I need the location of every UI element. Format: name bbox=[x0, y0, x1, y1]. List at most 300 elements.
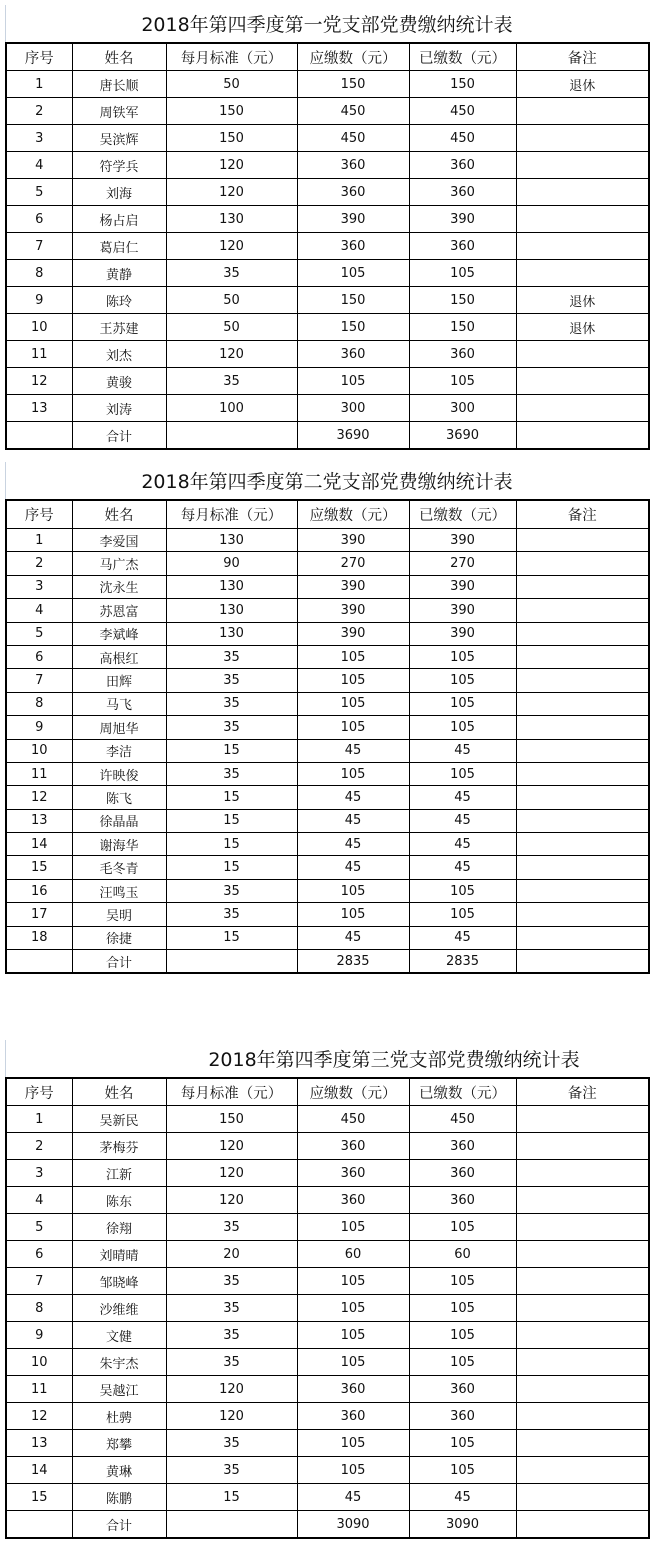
cell-seq[interactable]: 11 bbox=[6, 341, 72, 368]
cell-amount-due[interactable]: 360 bbox=[297, 1160, 409, 1187]
cell-name[interactable]: 沙维维 bbox=[72, 1295, 166, 1322]
cell-seq[interactable]: 5 bbox=[6, 1214, 72, 1241]
cell-name[interactable]: 陈飞 bbox=[72, 786, 166, 809]
cell-name[interactable]: 黄静 bbox=[72, 260, 166, 287]
cell-name[interactable]: 田辉 bbox=[72, 669, 166, 692]
cell-monthly-standard[interactable]: 15 bbox=[166, 856, 297, 879]
cell-amount-due[interactable]: 360 bbox=[297, 341, 409, 368]
cell-seq[interactable]: 4 bbox=[6, 152, 72, 179]
cell-seq[interactable]: 3 bbox=[6, 575, 72, 598]
cell-name[interactable]: 马飞 bbox=[72, 692, 166, 715]
cell-amount-due[interactable]: 390 bbox=[297, 529, 409, 552]
cell-monthly-standard[interactable]: 50 bbox=[166, 314, 297, 341]
cell-amount-due[interactable]: 105 bbox=[297, 1349, 409, 1376]
cell-amount-paid[interactable]: 390 bbox=[409, 575, 516, 598]
cell-amount-due[interactable]: 150 bbox=[297, 314, 409, 341]
cell-seq[interactable]: 10 bbox=[6, 1349, 72, 1376]
cell-seq[interactable]: 14 bbox=[6, 833, 72, 856]
cell-remark[interactable] bbox=[516, 1160, 649, 1187]
cell-remark[interactable] bbox=[516, 716, 649, 739]
cell-name[interactable]: 合计 bbox=[72, 950, 166, 974]
cell-remark[interactable] bbox=[516, 762, 649, 785]
cell-monthly-standard[interactable]: 35 bbox=[166, 1214, 297, 1241]
cell-remark[interactable]: 备注 bbox=[516, 1078, 649, 1106]
cell-name[interactable]: 姓名 bbox=[72, 43, 166, 71]
cell-amount-due[interactable]: 105 bbox=[297, 879, 409, 902]
cell-name[interactable]: 吴滨辉 bbox=[72, 125, 166, 152]
cell-amount-paid[interactable]: 60 bbox=[409, 1241, 516, 1268]
cell-name[interactable]: 刘海 bbox=[72, 179, 166, 206]
cell-monthly-standard[interactable]: 35 bbox=[166, 903, 297, 926]
cell-amount-paid[interactable]: 360 bbox=[409, 1133, 516, 1160]
cell-amount-due[interactable]: 应缴数（元） bbox=[297, 1078, 409, 1106]
cell-monthly-standard[interactable]: 120 bbox=[166, 1187, 297, 1214]
cell-amount-due[interactable]: 3090 bbox=[297, 1511, 409, 1539]
cell-amount-paid[interactable]: 105 bbox=[409, 1322, 516, 1349]
cell-monthly-standard[interactable]: 每月标准（元） bbox=[166, 500, 297, 529]
cell-monthly-standard[interactable]: 130 bbox=[166, 575, 297, 598]
cell-name[interactable]: 吴新民 bbox=[72, 1106, 166, 1133]
cell-monthly-standard[interactable]: 每月标准（元） bbox=[166, 43, 297, 71]
cell-seq[interactable]: 13 bbox=[6, 1430, 72, 1457]
cell-remark[interactable] bbox=[516, 903, 649, 926]
cell-seq[interactable]: 9 bbox=[6, 1322, 72, 1349]
cell-amount-due[interactable]: 105 bbox=[297, 1268, 409, 1295]
cell-amount-paid[interactable]: 150 bbox=[409, 71, 516, 98]
cell-name[interactable]: 周旭华 bbox=[72, 716, 166, 739]
cell-seq[interactable]: 1 bbox=[6, 71, 72, 98]
cell-monthly-standard[interactable]: 120 bbox=[166, 1403, 297, 1430]
cell-amount-due[interactable]: 450 bbox=[297, 1106, 409, 1133]
cell-amount-due[interactable]: 360 bbox=[297, 1187, 409, 1214]
cell-remark[interactable] bbox=[516, 1241, 649, 1268]
cell-amount-due[interactable]: 150 bbox=[297, 287, 409, 314]
cell-amount-due[interactable]: 45 bbox=[297, 809, 409, 832]
cell-monthly-standard[interactable]: 120 bbox=[166, 152, 297, 179]
cell-seq[interactable]: 5 bbox=[6, 622, 72, 645]
cell-amount-due[interactable]: 45 bbox=[297, 926, 409, 949]
cell-amount-paid[interactable]: 3690 bbox=[409, 422, 516, 450]
cell-monthly-standard[interactable]: 35 bbox=[166, 762, 297, 785]
cell-remark[interactable] bbox=[516, 1106, 649, 1133]
cell-amount-paid[interactable]: 已缴数（元） bbox=[409, 43, 516, 71]
cell-amount-paid[interactable]: 105 bbox=[409, 762, 516, 785]
cell-monthly-standard[interactable]: 50 bbox=[166, 287, 297, 314]
cell-amount-paid[interactable]: 45 bbox=[409, 833, 516, 856]
cell-seq[interactable]: 9 bbox=[6, 287, 72, 314]
cell-name[interactable]: 合计 bbox=[72, 1511, 166, 1539]
cell-seq[interactable]: 序号 bbox=[6, 500, 72, 529]
cell-name[interactable]: 杜骋 bbox=[72, 1403, 166, 1430]
cell-seq[interactable]: 6 bbox=[6, 1241, 72, 1268]
cell-remark[interactable] bbox=[516, 669, 649, 692]
cell-amount-paid[interactable]: 105 bbox=[409, 645, 516, 668]
cell-seq[interactable]: 1 bbox=[6, 1106, 72, 1133]
cell-amount-paid[interactable]: 45 bbox=[409, 1484, 516, 1511]
cell-seq[interactable]: 7 bbox=[6, 1268, 72, 1295]
cell-amount-paid[interactable]: 105 bbox=[409, 260, 516, 287]
cell-amount-due[interactable]: 应缴数（元） bbox=[297, 43, 409, 71]
cell-seq[interactable]: 10 bbox=[6, 314, 72, 341]
cell-monthly-standard[interactable]: 35 bbox=[166, 368, 297, 395]
cell-name[interactable]: 徐翔 bbox=[72, 1214, 166, 1241]
cell-amount-due[interactable]: 45 bbox=[297, 1484, 409, 1511]
cell-seq[interactable]: 12 bbox=[6, 1403, 72, 1430]
cell-name[interactable]: 杨占启 bbox=[72, 206, 166, 233]
cell-seq[interactable]: 10 bbox=[6, 739, 72, 762]
cell-name[interactable]: 邹晓峰 bbox=[72, 1268, 166, 1295]
cell-amount-paid[interactable]: 已缴数（元） bbox=[409, 500, 516, 529]
cell-seq[interactable] bbox=[6, 1511, 72, 1539]
cell-seq[interactable]: 7 bbox=[6, 233, 72, 260]
cell-amount-paid[interactable]: 105 bbox=[409, 368, 516, 395]
cell-amount-paid[interactable]: 390 bbox=[409, 599, 516, 622]
cell-seq[interactable]: 5 bbox=[6, 179, 72, 206]
cell-monthly-standard[interactable]: 15 bbox=[166, 1484, 297, 1511]
cell-seq[interactable]: 2 bbox=[6, 1133, 72, 1160]
cell-remark[interactable] bbox=[516, 233, 649, 260]
cell-remark[interactable] bbox=[516, 692, 649, 715]
cell-monthly-standard[interactable]: 120 bbox=[166, 1376, 297, 1403]
cell-amount-due[interactable]: 105 bbox=[297, 716, 409, 739]
cell-amount-due[interactable]: 105 bbox=[297, 1457, 409, 1484]
cell-seq[interactable]: 17 bbox=[6, 903, 72, 926]
cell-name[interactable]: 陈玲 bbox=[72, 287, 166, 314]
cell-monthly-standard[interactable]: 每月标准（元） bbox=[166, 1078, 297, 1106]
cell-monthly-standard[interactable]: 130 bbox=[166, 206, 297, 233]
cell-amount-paid[interactable]: 360 bbox=[409, 1160, 516, 1187]
cell-amount-paid[interactable]: 360 bbox=[409, 1376, 516, 1403]
cell-seq[interactable]: 15 bbox=[6, 1484, 72, 1511]
cell-remark[interactable] bbox=[516, 786, 649, 809]
cell-seq[interactable]: 15 bbox=[6, 856, 72, 879]
cell-monthly-standard[interactable]: 130 bbox=[166, 599, 297, 622]
cell-remark[interactable] bbox=[516, 98, 649, 125]
cell-monthly-standard[interactable]: 35 bbox=[166, 669, 297, 692]
cell-amount-paid[interactable]: 360 bbox=[409, 179, 516, 206]
cell-remark[interactable] bbox=[516, 575, 649, 598]
cell-remark[interactable] bbox=[516, 599, 649, 622]
cell-amount-due[interactable]: 105 bbox=[297, 692, 409, 715]
cell-remark[interactable] bbox=[516, 645, 649, 668]
cell-amount-due[interactable]: 150 bbox=[297, 71, 409, 98]
cell-amount-paid[interactable]: 300 bbox=[409, 395, 516, 422]
cell-name[interactable]: 王苏建 bbox=[72, 314, 166, 341]
cell-name[interactable]: 汪鸣玉 bbox=[72, 879, 166, 902]
cell-seq[interactable]: 8 bbox=[6, 260, 72, 287]
cell-seq[interactable]: 序号 bbox=[6, 43, 72, 71]
cell-monthly-standard[interactable]: 15 bbox=[166, 926, 297, 949]
cell-name[interactable]: 谢海华 bbox=[72, 833, 166, 856]
cell-name[interactable]: 刘杰 bbox=[72, 341, 166, 368]
cell-amount-paid[interactable]: 390 bbox=[409, 206, 516, 233]
cell-amount-due[interactable]: 60 bbox=[297, 1241, 409, 1268]
cell-amount-paid[interactable]: 105 bbox=[409, 669, 516, 692]
cell-seq[interactable]: 8 bbox=[6, 692, 72, 715]
cell-remark[interactable] bbox=[516, 1403, 649, 1430]
cell-amount-due[interactable]: 105 bbox=[297, 669, 409, 692]
cell-name[interactable]: 陈东 bbox=[72, 1187, 166, 1214]
cell-seq[interactable]: 6 bbox=[6, 645, 72, 668]
cell-remark[interactable] bbox=[516, 368, 649, 395]
cell-monthly-standard[interactable]: 120 bbox=[166, 179, 297, 206]
cell-amount-due[interactable]: 390 bbox=[297, 206, 409, 233]
cell-remark[interactable] bbox=[516, 152, 649, 179]
cell-amount-due[interactable]: 360 bbox=[297, 179, 409, 206]
cell-monthly-standard[interactable] bbox=[166, 1511, 297, 1539]
cell-remark[interactable] bbox=[516, 856, 649, 879]
cell-amount-due[interactable]: 45 bbox=[297, 786, 409, 809]
cell-amount-due[interactable]: 应缴数（元） bbox=[297, 500, 409, 529]
cell-amount-due[interactable]: 105 bbox=[297, 1214, 409, 1241]
cell-amount-paid[interactable]: 45 bbox=[409, 856, 516, 879]
cell-amount-paid[interactable]: 150 bbox=[409, 314, 516, 341]
cell-amount-paid[interactable]: 390 bbox=[409, 622, 516, 645]
cell-amount-paid[interactable]: 450 bbox=[409, 98, 516, 125]
cell-remark[interactable] bbox=[516, 739, 649, 762]
cell-seq[interactable]: 13 bbox=[6, 809, 72, 832]
cell-monthly-standard[interactable]: 35 bbox=[166, 716, 297, 739]
cell-name[interactable]: 李爱国 bbox=[72, 529, 166, 552]
cell-name[interactable]: 茅梅芬 bbox=[72, 1133, 166, 1160]
cell-remark[interactable]: 退休 bbox=[516, 287, 649, 314]
cell-seq[interactable]: 2 bbox=[6, 552, 72, 575]
cell-monthly-standard[interactable]: 150 bbox=[166, 125, 297, 152]
cell-remark[interactable] bbox=[516, 179, 649, 206]
cell-amount-paid[interactable]: 450 bbox=[409, 1106, 516, 1133]
cell-remark[interactable] bbox=[516, 422, 649, 450]
cell-remark[interactable] bbox=[516, 950, 649, 974]
cell-seq[interactable]: 16 bbox=[6, 879, 72, 902]
cell-remark[interactable] bbox=[516, 529, 649, 552]
cell-amount-paid[interactable]: 270 bbox=[409, 552, 516, 575]
cell-amount-paid[interactable]: 3090 bbox=[409, 1511, 516, 1539]
cell-monthly-standard[interactable]: 50 bbox=[166, 71, 297, 98]
cell-remark[interactable] bbox=[516, 879, 649, 902]
cell-amount-due[interactable]: 45 bbox=[297, 856, 409, 879]
cell-name[interactable]: 黄骏 bbox=[72, 368, 166, 395]
cell-remark[interactable] bbox=[516, 1349, 649, 1376]
cell-amount-due[interactable]: 360 bbox=[297, 1376, 409, 1403]
cell-remark[interactable]: 退休 bbox=[516, 71, 649, 98]
cell-name[interactable]: 黄琳 bbox=[72, 1457, 166, 1484]
cell-monthly-standard[interactable]: 120 bbox=[166, 233, 297, 260]
cell-amount-paid[interactable]: 2835 bbox=[409, 950, 516, 974]
cell-monthly-standard[interactable]: 100 bbox=[166, 395, 297, 422]
cell-amount-due[interactable]: 45 bbox=[297, 833, 409, 856]
cell-name[interactable]: 徐捷 bbox=[72, 926, 166, 949]
cell-seq[interactable]: 3 bbox=[6, 1160, 72, 1187]
cell-name[interactable]: 高根红 bbox=[72, 645, 166, 668]
cell-seq[interactable]: 7 bbox=[6, 669, 72, 692]
cell-name[interactable]: 沈永生 bbox=[72, 575, 166, 598]
cell-monthly-standard[interactable] bbox=[166, 950, 297, 974]
cell-remark[interactable] bbox=[516, 260, 649, 287]
cell-amount-due[interactable]: 3690 bbox=[297, 422, 409, 450]
cell-name[interactable]: 葛启仁 bbox=[72, 233, 166, 260]
cell-remark[interactable] bbox=[516, 125, 649, 152]
cell-name[interactable]: 周铁军 bbox=[72, 98, 166, 125]
cell-amount-paid[interactable]: 105 bbox=[409, 1457, 516, 1484]
cell-name[interactable]: 马广杰 bbox=[72, 552, 166, 575]
cell-amount-paid[interactable]: 150 bbox=[409, 287, 516, 314]
cell-monthly-standard[interactable]: 150 bbox=[166, 1106, 297, 1133]
cell-monthly-standard[interactable] bbox=[166, 422, 297, 450]
cell-name[interactable]: 朱宇杰 bbox=[72, 1349, 166, 1376]
cell-remark[interactable] bbox=[516, 1133, 649, 1160]
cell-amount-paid[interactable]: 105 bbox=[409, 903, 516, 926]
cell-amount-due[interactable]: 105 bbox=[297, 903, 409, 926]
cell-amount-due[interactable]: 300 bbox=[297, 395, 409, 422]
cell-remark[interactable] bbox=[516, 1484, 649, 1511]
cell-amount-paid[interactable]: 450 bbox=[409, 125, 516, 152]
cell-seq[interactable]: 9 bbox=[6, 716, 72, 739]
cell-amount-paid[interactable]: 45 bbox=[409, 809, 516, 832]
cell-amount-paid[interactable]: 360 bbox=[409, 1403, 516, 1430]
cell-monthly-standard[interactable]: 15 bbox=[166, 739, 297, 762]
cell-name[interactable]: 刘晴晴 bbox=[72, 1241, 166, 1268]
cell-monthly-standard[interactable]: 35 bbox=[166, 1430, 297, 1457]
cell-seq[interactable]: 8 bbox=[6, 1295, 72, 1322]
cell-monthly-standard[interactable]: 120 bbox=[166, 1133, 297, 1160]
cell-amount-paid[interactable]: 45 bbox=[409, 786, 516, 809]
cell-remark[interactable] bbox=[516, 1268, 649, 1295]
cell-monthly-standard[interactable]: 35 bbox=[166, 879, 297, 902]
cell-remark[interactable] bbox=[516, 1430, 649, 1457]
cell-amount-due[interactable]: 360 bbox=[297, 233, 409, 260]
cell-monthly-standard[interactable]: 20 bbox=[166, 1241, 297, 1268]
cell-amount-due[interactable]: 45 bbox=[297, 739, 409, 762]
cell-remark[interactable] bbox=[516, 1376, 649, 1403]
cell-seq[interactable]: 12 bbox=[6, 368, 72, 395]
cell-amount-due[interactable]: 2835 bbox=[297, 950, 409, 974]
cell-amount-paid[interactable]: 390 bbox=[409, 529, 516, 552]
cell-amount-paid[interactable]: 105 bbox=[409, 1268, 516, 1295]
cell-remark[interactable] bbox=[516, 1511, 649, 1539]
cell-amount-due[interactable]: 105 bbox=[297, 645, 409, 668]
cell-amount-due[interactable]: 105 bbox=[297, 368, 409, 395]
cell-monthly-standard[interactable]: 120 bbox=[166, 341, 297, 368]
cell-amount-due[interactable]: 105 bbox=[297, 1322, 409, 1349]
cell-name[interactable]: 刘涛 bbox=[72, 395, 166, 422]
cell-seq[interactable]: 4 bbox=[6, 599, 72, 622]
cell-amount-due[interactable]: 105 bbox=[297, 260, 409, 287]
cell-name[interactable]: 符学兵 bbox=[72, 152, 166, 179]
cell-name[interactable]: 吴越江 bbox=[72, 1376, 166, 1403]
cell-remark[interactable] bbox=[516, 622, 649, 645]
cell-name[interactable]: 陈鹏 bbox=[72, 1484, 166, 1511]
cell-monthly-standard[interactable]: 35 bbox=[166, 645, 297, 668]
cell-remark[interactable] bbox=[516, 206, 649, 233]
cell-amount-paid[interactable]: 105 bbox=[409, 1349, 516, 1376]
cell-amount-paid[interactable]: 105 bbox=[409, 879, 516, 902]
cell-amount-paid[interactable]: 105 bbox=[409, 1295, 516, 1322]
cell-name[interactable]: 合计 bbox=[72, 422, 166, 450]
cell-remark[interactable] bbox=[516, 809, 649, 832]
cell-name[interactable]: 李斌峰 bbox=[72, 622, 166, 645]
cell-seq[interactable]: 14 bbox=[6, 1457, 72, 1484]
cell-seq[interactable]: 2 bbox=[6, 98, 72, 125]
cell-remark[interactable]: 退休 bbox=[516, 314, 649, 341]
cell-seq[interactable]: 18 bbox=[6, 926, 72, 949]
cell-amount-due[interactable]: 105 bbox=[297, 762, 409, 785]
cell-monthly-standard[interactable]: 35 bbox=[166, 1268, 297, 1295]
cell-name[interactable]: 徐晶晶 bbox=[72, 809, 166, 832]
cell-remark[interactable] bbox=[516, 926, 649, 949]
cell-amount-due[interactable]: 360 bbox=[297, 152, 409, 179]
cell-amount-due[interactable]: 360 bbox=[297, 1133, 409, 1160]
cell-seq[interactable]: 3 bbox=[6, 125, 72, 152]
cell-seq[interactable]: 6 bbox=[6, 206, 72, 233]
cell-remark[interactable] bbox=[516, 1214, 649, 1241]
cell-name[interactable]: 文健 bbox=[72, 1322, 166, 1349]
cell-monthly-standard[interactable]: 90 bbox=[166, 552, 297, 575]
cell-amount-due[interactable]: 270 bbox=[297, 552, 409, 575]
cell-amount-due[interactable]: 105 bbox=[297, 1430, 409, 1457]
cell-amount-due[interactable]: 450 bbox=[297, 98, 409, 125]
cell-amount-due[interactable]: 360 bbox=[297, 1403, 409, 1430]
cell-seq[interactable]: 11 bbox=[6, 762, 72, 785]
cell-remark[interactable]: 备注 bbox=[516, 500, 649, 529]
cell-name[interactable]: 许映俊 bbox=[72, 762, 166, 785]
cell-monthly-standard[interactable]: 35 bbox=[166, 1349, 297, 1376]
cell-monthly-standard[interactable]: 35 bbox=[166, 692, 297, 715]
cell-name[interactable]: 唐长顺 bbox=[72, 71, 166, 98]
cell-amount-due[interactable]: 450 bbox=[297, 125, 409, 152]
cell-amount-paid[interactable]: 105 bbox=[409, 1214, 516, 1241]
cell-name[interactable]: 苏恩富 bbox=[72, 599, 166, 622]
cell-remark[interactable] bbox=[516, 395, 649, 422]
cell-monthly-standard[interactable]: 120 bbox=[166, 1160, 297, 1187]
cell-remark[interactable] bbox=[516, 552, 649, 575]
cell-remark[interactable] bbox=[516, 1457, 649, 1484]
cell-amount-paid[interactable]: 105 bbox=[409, 716, 516, 739]
cell-remark[interactable] bbox=[516, 1187, 649, 1214]
cell-remark[interactable] bbox=[516, 1295, 649, 1322]
cell-monthly-standard[interactable]: 15 bbox=[166, 833, 297, 856]
cell-seq[interactable]: 4 bbox=[6, 1187, 72, 1214]
cell-name[interactable]: 郑攀 bbox=[72, 1430, 166, 1457]
cell-amount-due[interactable]: 390 bbox=[297, 575, 409, 598]
cell-amount-paid[interactable]: 105 bbox=[409, 692, 516, 715]
cell-remark[interactable] bbox=[516, 833, 649, 856]
cell-seq[interactable]: 序号 bbox=[6, 1078, 72, 1106]
cell-amount-due[interactable]: 390 bbox=[297, 622, 409, 645]
cell-monthly-standard[interactable]: 130 bbox=[166, 529, 297, 552]
cell-amount-due[interactable]: 105 bbox=[297, 1295, 409, 1322]
cell-monthly-standard[interactable]: 35 bbox=[166, 1457, 297, 1484]
cell-amount-paid[interactable]: 105 bbox=[409, 1430, 516, 1457]
cell-monthly-standard[interactable]: 35 bbox=[166, 1322, 297, 1349]
cell-seq[interactable]: 13 bbox=[6, 395, 72, 422]
cell-seq[interactable] bbox=[6, 950, 72, 974]
cell-monthly-standard[interactable]: 150 bbox=[166, 98, 297, 125]
cell-remark[interactable] bbox=[516, 341, 649, 368]
cell-amount-paid[interactable]: 45 bbox=[409, 926, 516, 949]
cell-amount-paid[interactable]: 360 bbox=[409, 233, 516, 260]
cell-name[interactable]: 毛冬青 bbox=[72, 856, 166, 879]
cell-seq[interactable] bbox=[6, 422, 72, 450]
cell-name[interactable]: 李洁 bbox=[72, 739, 166, 762]
cell-monthly-standard[interactable]: 35 bbox=[166, 1295, 297, 1322]
cell-amount-paid[interactable]: 45 bbox=[409, 739, 516, 762]
cell-seq[interactable]: 11 bbox=[6, 1376, 72, 1403]
cell-seq[interactable]: 12 bbox=[6, 786, 72, 809]
cell-amount-paid[interactable]: 360 bbox=[409, 152, 516, 179]
cell-monthly-standard[interactable]: 130 bbox=[166, 622, 297, 645]
cell-amount-paid[interactable]: 360 bbox=[409, 341, 516, 368]
cell-seq[interactable]: 1 bbox=[6, 529, 72, 552]
